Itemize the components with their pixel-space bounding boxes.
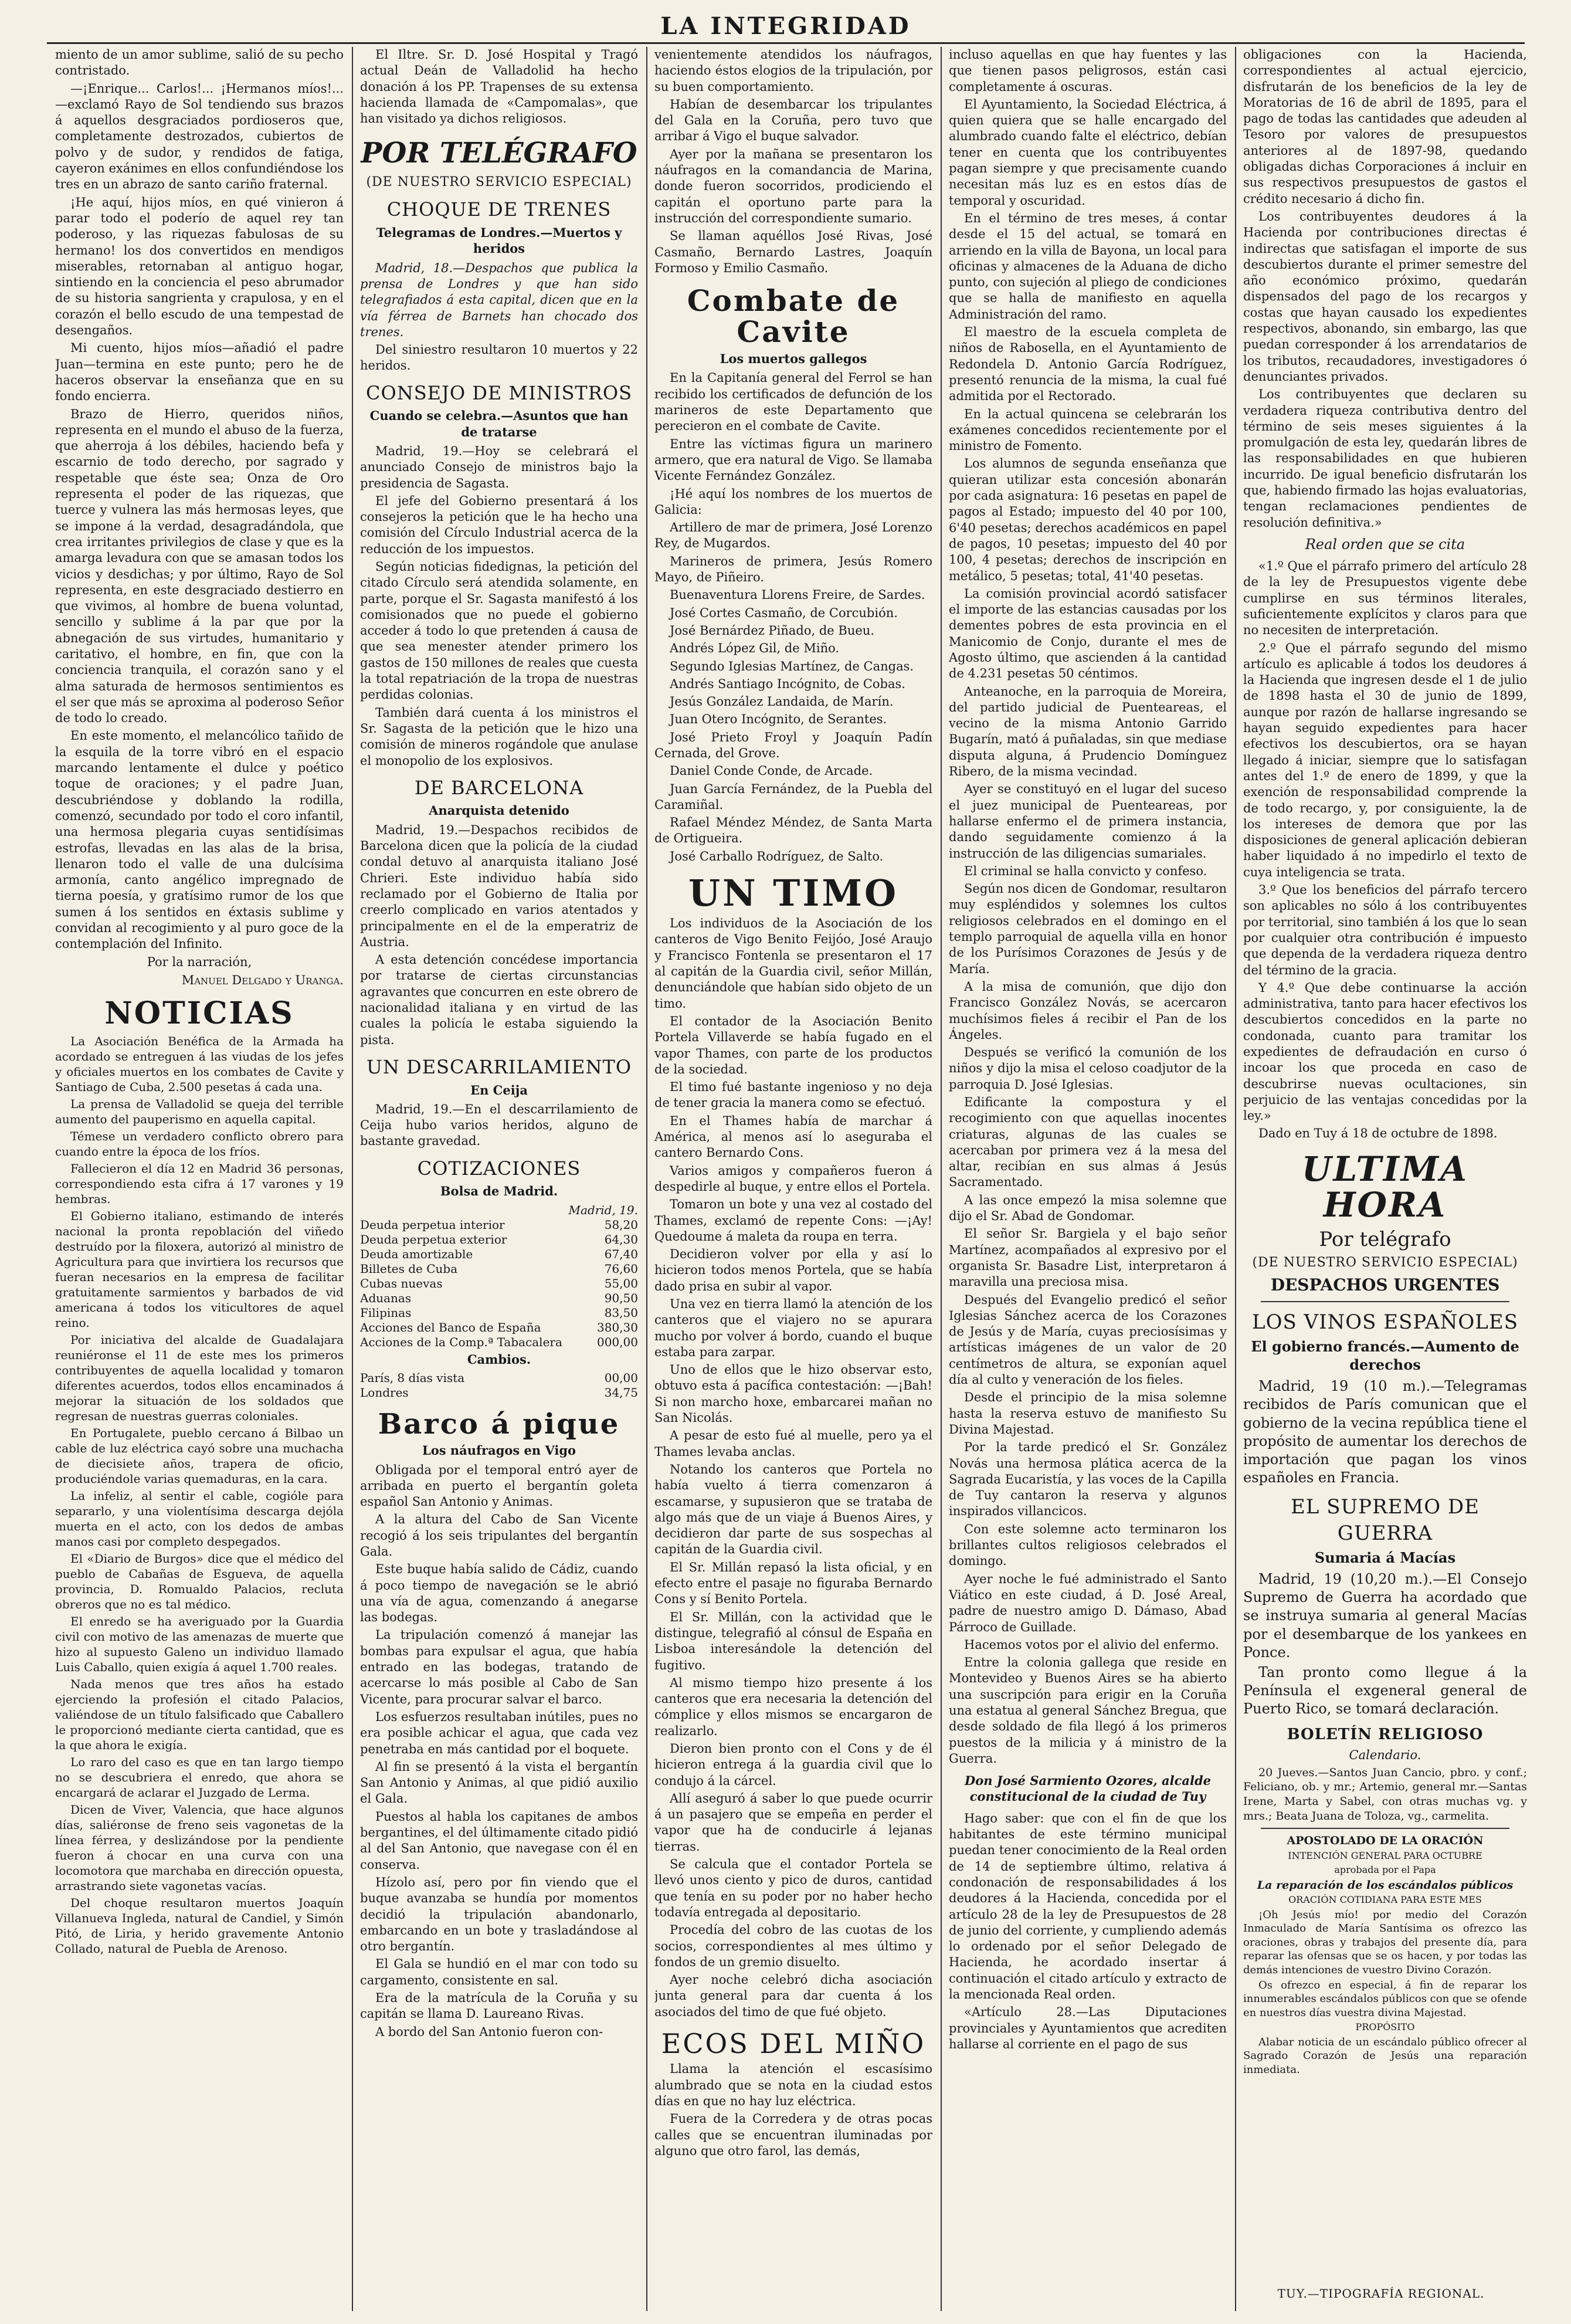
service-subheading: (DE NUESTRO SERVICIO ESPECIAL) <box>366 174 632 189</box>
story-paragraph: Madrid, 19.—En el descarrilamiento de Ceija hubo varios heridos, alguno de bastante gravedad. <box>360 1102 638 1149</box>
story-paragraph: Hacemos votos por el alivio del enfermo. <box>964 1637 1219 1652</box>
casualty-name: José Bernárdez Piñado, de Bueu. <box>670 623 874 638</box>
story-paragraph: El señor Sr. Bargiela y el bajo señor Martínez, acompañados al expresivo por el organista Sr. Basadre List, interpretaron á maravilla una preciosa misa. <box>949 1227 1227 1289</box>
story-paragraph: Los individuos de la Asociación de los canteros de Vigo Benito Feijóo, José Araujo y Francisco Fontenla se presentaron el 17 al capitán de la Guardia civil, señor Millán, denunciándole que habían sido objeto de un timo. <box>654 916 932 1011</box>
story-paragraph: Madrid, 19.—Despachos recibidos de Barcelona dicen que la policía de la ciudad condal detuvo al anarquista italiano José Chrieri. Este individuo había sido reclamado por el Gobierno de Italia por creerlo complicado en varios atentados y principalmente en el de la emperatriz de Austria. <box>360 822 638 949</box>
story-paragraph: También dará cuenta á los ministros el Sr. Sagasta de la petición que le hizo una comisión de mineros rogándole que anulase el monopolio de los explosivos. <box>360 705 638 768</box>
apostolado-line: Alabar noticia de un escándalo público ofrecer al Sagrado Corazón de Jesús una reparación inmediata. <box>1243 2036 1527 2076</box>
quote-row <box>360 1262 638 1276</box>
story-paragraph: Dieron bien pronto con el Cons y de él hicieron entrega á la guardia civil que lo condujo á la cárcel. <box>654 1742 932 1788</box>
story-paragraph: La comisión provincial acordó satisfacer el importe de las estancias causadas por los dementes pobres de esta provincia en el Manicomio de Conjo, durante el mes de Agosto último, que ascienden á la cantidad de 4.231 pesetas 50 céntimos. <box>949 586 1227 681</box>
story-paragraph: El Sr. Millán, con la actividad que le distingue, telegrafió al cónsul de España en Lisboa interesándole la detención del fugitivo. <box>654 1610 932 1672</box>
attribution: Por la narración, <box>147 954 252 969</box>
story-paragraph: El Sr. Millán repasó la lista oficial, y en efecto entre el pasaje no figuraba Bernardo Cons y sí Benito Portela. <box>654 1560 932 1607</box>
story-paragraph: En la Capitanía general del Ferrol se han recibido los certificados de defunción de los marineros de este Departamento que perecieron en el combate de Cavite. <box>654 371 932 433</box>
casualty-name: Buenaventura Llorens Freire, de Sardes. <box>670 588 925 602</box>
story-paragraph: Una vez en tierra llamó la atención de los canteros que el viajero no se apurara mucho por volver á bordo, cuando el buque estaba para zarpar. <box>654 1296 932 1359</box>
story-paragraph: Ayer por la mañana se presentaron los náufragos en la comandancia de Marina, donde fueron socorridos, prodiciendo el capitán el oportuno parte para la instrucción del correspondiente sumario. <box>654 147 932 225</box>
subheading-urgentes: DESPACHOS URGENTES <box>1270 1275 1500 1295</box>
quote-row <box>360 1371 638 1385</box>
headline-consejo: CONSEJO DE MINISTROS <box>366 381 632 404</box>
quote-value: 76,60 <box>604 1261 638 1276</box>
quote-label: Deuda perpetua interior <box>360 1217 505 1232</box>
quotes-date: Madrid, 19. <box>568 1202 638 1217</box>
story-paragraph: Puestos al habla los capitanes de ambos bergantines, el del últimamente citado pidió al del San Antonio, que navegase con él en conserva. <box>360 1809 638 1872</box>
headline-cavite: Combate de Cavite <box>687 283 900 349</box>
divider <box>1261 1828 1509 1829</box>
quote-value: 90,50 <box>604 1290 638 1305</box>
casualty-name: José Carballo Rodríguez, de Salto. <box>670 849 884 863</box>
story-paragraph: Los contribuyentes deudores á la Hacienda por contribuciones directas é indirectas que satisfagan el importe de sus descubiertos durante el primer semestre del año económico próximo, quedarán dispensados del pago de los recargos y costas que hayan causado los expedientes respectivos, abonando, sin embargo, las que puedan corresponder á los arrendatarios de los tributos, recaudadores, investigadores ó denunciantes privados. <box>1243 209 1527 384</box>
story-paragraph: Madrid, 18.—Despachos que publica la prensa de Londres y que han sido telegrafiados á esta capital, dicen que en la vía férrea de Barnets han chocado dos trenes. <box>360 260 638 339</box>
news-item: Lo raro del caso es que en tan largo tiempo no se descubriera el enredo, que ahora se encargará de aclarar el Juzgado de Lerma. <box>55 1754 344 1800</box>
story-paragraph: El Gala se hundió en el mar con todo su cargamento, consistente en sal. <box>360 1957 638 1987</box>
story-paragraph: A la altura del Cabo de San Vicente recogió á los seis tripulantes del bergantín Gala. <box>360 1512 638 1559</box>
story-paragraph: ¡He aquí, hijos míos, en qué vinieron á parar todo el poderío de aquel rey tan poderoso, y las riquezas fabulosas de su hermano! los dos convertidos en mendigos miserables, retornaban al antiguo hogar, sintiendo en la conciencia el peso abrumador de su historia sangrienta y crapulosa, y en el corazón el bello escudo de una tempestad de desengaños. <box>55 195 344 338</box>
quote-value: 58,20 <box>604 1217 638 1232</box>
quote-label: Londres <box>360 1385 409 1400</box>
apostolado-line: PROPÓSITO <box>1355 2021 1415 2033</box>
story-paragraph: Ayer noche celebró dicha asociación junta general para dar cuenta á los asociados del timo de que fué objeto. <box>654 1973 932 2019</box>
story-paragraph: A bordo del San Antonio fueron con- <box>375 2024 603 2039</box>
headline-timo: UN TIMO <box>688 872 899 915</box>
quote-row <box>360 1385 638 1400</box>
casualty-name: Segundo Iglesias Martínez, de Cangas. <box>670 659 914 673</box>
quote-label: Acciones de la Comp.ª Tabacalera <box>360 1334 562 1349</box>
apostolado-subheading: INTENCIÓN GENERAL PARA OCTUBRE <box>1288 1850 1482 1862</box>
kicker: En Ceija <box>470 1082 528 1097</box>
story-paragraph: En el Thames había de marchar á América, al menos así lo aseguraba el cantero Bernardo Cons. <box>654 1113 932 1160</box>
news-item: El Gobierno italiano, estimando de interés nacional la pronta repoblación del viñedo destruído por la filoxera, autorizó al ministro de Agricultura para que invirtiera los recursos que fueran necesarios en la empresa de facilitar gratuitamente sarmientos y barbados de vid americana á todos los viticultores de aquel reino. <box>55 1208 344 1330</box>
story-paragraph: Al fin se presentó á la vista el bergantín San Antonio y Animas, al que pidió auxilio el Gala. <box>360 1759 638 1806</box>
column-rule <box>941 47 942 2311</box>
story-paragraph: Y 4.º Que debe continuarse la acción administrativa, tanto para hacer efectivos los descubiertos concedidos en la parte no condonada, cuanto para tramitar los expedientes de defraudación en curso ó incoar los que proceda en caso de descubrirse nuevas ocultaciones, sin perjuicio de las ventajas concedidas por la ley.» <box>1243 980 1527 1123</box>
column-4 <box>949 47 1227 2311</box>
story-paragraph: Entre la colonia gallega que reside en Montevideo y Buenos Aires se ha abierto una suscripción para erigir en la Coruña una estatua al general Sánchez Bregua, que desde soldado de fila llegó á los primeros puestos de la milicia y á ministro de la Guerra. <box>949 1655 1227 1766</box>
casualty-name: Juan García Fernández, de la Puebla del Caramiñal. <box>654 781 932 812</box>
story-paragraph: El timo fué bastante ingenioso y no deja de tener gracia la manera como se efectuó. <box>654 1080 932 1110</box>
headline-vinos: LOS VINOS ESPAÑOLES <box>1252 1310 1518 1334</box>
story-paragraph: Se calcula que el contador Portela se llevó unos ciento y pico de duros, cantidad que tenía en su poder por no haber hecho todavía entregada al depositario. <box>654 1857 932 1919</box>
story-paragraph: El criminal se halla convicto y confeso. <box>964 863 1207 878</box>
quote-row <box>360 1306 638 1320</box>
apostolado-line: ORACIÓN COTIDIANA PARA ESTE MES <box>1288 1894 1482 1906</box>
section-heading-boletin: BOLETÍN RELIGIOSO <box>1287 1726 1484 1744</box>
quote-label: Deuda perpetua exterior <box>360 1232 507 1246</box>
casualty-name: Rafael Méndez Méndez, de Santa Marta de Ortigueira. <box>654 815 932 846</box>
story-paragraph: La tripulación comenzó á manejar las bombas para expulsar el agua, que había entrado en las bodegas, tratando de acercarse lo más posible al Cabo de San Vicente, para procurar salvar el barco. <box>360 1628 638 1706</box>
news-item: Dicen de Viver, Valencia, que hace algunos días, saliéronse de freno seis vagonetas de la línea férrea, y deslizándose por la pendiente fueron á chocar en una curva con una locomotora que marchaba en dirección opuesta, arrastrando siete vagonetas vacías. <box>55 1802 344 1893</box>
story-paragraph: 3.º Que los beneficios del párrafo tercero son aplicables no sólo á los contribuyentes por territorial, sino también á los que lo sean por cualquier otra contribución é impuesto que dependa de la verdadera riqueza dentro del término de la gracia. <box>1243 883 1527 977</box>
news-item: La infeliz, al sentir el cable, cogióle para separarlo, y una violentísima descarga dejóla muerta en el acto, con los dedos de ambas manos casi por completo despegados. <box>55 1488 344 1549</box>
story-paragraph: «Artículo 28.—Las Diputaciones provinciales y Ayuntamientos que acrediten hallarse al corriente en el pago de sus <box>949 2005 1227 2051</box>
story-paragraph: Los contribuyentes que declaren su verdadera riqueza contributiva dentro del término de seis meses siguientes á la promulgación de esta ley, quedarán libres de las responsabilidades en que hubieren incurrido. De igual beneficio disfrutarán los que, habiendo firmado las hojas evaluatorias, tengan reclamaciones pendientes de resolución definitiva.» <box>1243 387 1527 530</box>
apostolado-line: Os ofrezco en especial, á fin de reparar los innumerables escándalos públicos con que se ofende en nuestros días vuestra divina Majestad. <box>1243 1979 1527 2019</box>
service-subheading: (DE NUESTRO SERVICIO ESPECIAL) <box>1252 1255 1518 1270</box>
kicker: Cambios. <box>467 1351 531 1367</box>
casualty-name: Juan Otero Incógnito, de Serantes. <box>670 712 887 727</box>
news-item: En Portugalete, pueblo cercano á Bilbao un cable de luz eléctrica cayó sobre una muchacha de diecisiete años, trapera de oficio, produciéndole varias quemaduras, en la cara. <box>55 1425 344 1486</box>
story-paragraph: Brazo de Hierro, queridos niños, representa en el mundo el abuso de la fuerza, que aherroja á los débiles, haciendo befa y escarnio de todo derecho, por sagrado y respetable que éste sea; Onza de Oro representa el poder de las riquezas, que tuerce y vulnera las más hermosas leyes, que se impone á la verdad, desagradándola, que crea irritantes privilegios de clase y que es la amarga levadura con que se amasan todos los vicios y desdichas; y por último, Rayo de Sol representa, en este desgraciado destierro en que vivimos, al hombre de buena voluntad, sencillo y sublime á la par que por la abnegación de sus virtudes, humanitario y caritativo, el hombre, en fin, que con la conciencia tranquila, el corazón sano y el alma saturada de hermosos sentimientos es el ser que más se aproxima al poderoso Señor de todo lo creado. <box>55 406 344 726</box>
quotes-table <box>360 1203 638 1400</box>
casualty-name: Marineros de primera, Jesús Romero Mayo, de Piñeiro. <box>654 554 932 585</box>
casualty-name: Andrés Santiago Incógnito, de Cobas. <box>670 676 905 691</box>
headline-barcelona: DE BARCELONA <box>414 776 584 799</box>
story-paragraph: 2.º Que el párrafo segundo del mismo artículo es aplicable á todos los deudores á la Hacienda que ingresen desde el 1 de julio de 1898 hasta el 30 de junio de 1899, aunque por razón de hallarse ingresando se hayan seguido expedientes para hacer efectivos los descubiertos, ora se hayan llegado á iniciar, siempre que lo satisfagan antes del 1.º de enero de 1899, y que la exención de responsabilidad comprende la de todo recargo, y, por consiguiente, la de los intereses de demora que por las disposiciones de general aplicación debieran haber liquidado á no impedirlo el texto de cuya inteligencia se trata. <box>1243 641 1527 879</box>
story-paragraph: Era de la matrícula de la Coruña y su capitán se llama D. Laureano Rivas. <box>360 1991 638 2021</box>
divider <box>1261 1301 1509 1302</box>
quote-label: Acciones del Banco de España <box>360 1320 541 1334</box>
quote-row <box>360 1320 638 1335</box>
casualty-name: José Cortes Casmaño, de Corcubión. <box>670 605 898 620</box>
kicker: Sumaria á Macías <box>1314 1549 1456 1566</box>
section-heading-noticias: NOTICIAS <box>104 995 294 1032</box>
quote-label: Filipinas <box>360 1305 412 1320</box>
story-paragraph: Después del Evangelio predicó el señor Iglesias Sánchez acerca de los Corazones de Jesús y de María, cuyas preciosísimas y artísticas imágenes de un valor de 20 centímetros de altura, se exponían aquel día al culto y veneración de los fieles. <box>949 1292 1227 1387</box>
kicker: Los muertos gallegos <box>720 351 867 367</box>
story-paragraph: En este momento, el melancólico tañido de la esquila de la torre vibró en el espacio marcando lentamente el dulce y poético toque de oraciones; y el padre Juan, descubriéndose y doblando la rodilla, comenzó, secundado por todo el coro infantil, una hermosa plegaria cuyas sentidísimas estrofas, llevadas en las alas de la brisa, llenaron todo el valle de una dulcísima armonía, canto angélico impregnado de tierna poesía, y gratísimo rumor de los que sumen á los sentidos en éxtasis sublime y convidan al recogimiento y al puro goce de la contemplación del Infinito. <box>55 729 344 951</box>
story-paragraph: Habían de desembarcar los tripulantes del Gala en la Coruña, pero tuvo que arribar á Vigo el buque salvador. <box>654 97 932 144</box>
story-paragraph: Desde el principio de la misa solemne hasta la reserva estuvo de manifiesto Su Divina Majestad. <box>949 1390 1227 1437</box>
story-paragraph: Dado en Tuy á 18 de octubre de 1898. <box>1258 1126 1498 1141</box>
apostolado-subheading: aprobada por el Papa <box>1334 1864 1436 1875</box>
news-item: Nada menos que tres años ha estado ejerciendo la profesión el citado Palacios, valiéndose de un título falsificado que Caballero le proporcionó mediante cierta cantidad, que es la que ahora le exigía. <box>55 1676 344 1752</box>
story-paragraph: En la actual quincena se celebrarán los exámenes concedidos recientemente por el ministro de Fomento. <box>949 406 1227 453</box>
story-paragraph: El maestro de la escuela completa de niños de Rabosella, en el Ayuntamiento de Redondela D. Antonio García Rodríguez, presentó renuncia de la misma, la cual fué admitida por el Rectorado. <box>949 325 1227 404</box>
story-paragraph: Los esfuerzos resultaban inútiles, pues no era posible achicar el agua, que cada vez penetraba en más cantidad por el boquete. <box>360 1709 638 1756</box>
story-paragraph: Los alumnos de segunda enseñanza que quieran utilizar esta concesión abonarán por cada asignatura: 16 pesetas en papel de pagos al Estado; impuesto del 40 por 100, 6'40 pesetas; derechos académicos en papel de pagos, 10 pesetas; impuesto del 40 por 100, 4 pesetas; derechos de inscripción en metálico, 5 pesetas; total, 41'40 pesetas. <box>949 456 1227 583</box>
story-paragraph: Al mismo tiempo hizo presente á los canteros que era necesaria la detención del cómplice y ellos mismos se encargaron de realizarlo. <box>654 1675 932 1738</box>
calendar-heading: Calendario. <box>1349 1748 1421 1763</box>
story-paragraph: ¡Hé aquí los nombres de los muertos de Galicia: <box>654 486 932 517</box>
story-paragraph: Mi cuento, hijos míos—añadió el padre Juan—termina en este punto; pero he de haceros observar la enseñanza que en su fondo encierra. <box>55 341 344 404</box>
story-paragraph: Ayer noche le fué administrado el Santo Viático en este ciudad, á D. José Areal, padre de nuestro amigo D. Dámaso, Abad Párroco de Guillade. <box>949 1571 1227 1634</box>
apostolado-heading: APOSTOLADO DE LA ORACIÓN <box>1287 1834 1484 1848</box>
story-paragraph: obligaciones con la Hacienda, correspondientes al actual ejercicio, disfrutarán de los beneficios de la ley de Moratorias de 16 de abril de 1895, para el pago de todas las cantidades que adeuden al Tesoro por valores de presupuestos anteriores al de 1897-98, quedando obligadas dichas Corporaciones á incluir en sus respectivos presupuestos de gastos el crédito necesario á dicho fin. <box>1243 48 1527 206</box>
story-paragraph: Uno de ellos que le hizo observar esto, obtuvo esta á pacífica contestación: —¡Bah! Si non marcho hoxe, embarcarei mañan no San Nicolás. <box>654 1363 932 1425</box>
story-paragraph: Después se verificó la comunión de los niños y dijo la misa el celoso coadjutor de la parroquia D. José Iglesias. <box>949 1045 1227 1092</box>
headline-descarrilamiento: UN DESCARRILAMIENTO <box>366 1055 632 1078</box>
story-paragraph: El Iltre. Sr. D. José Hospital y Tragó actual Deán de Valladolid ha hecho donación á los PP. Trapenses de su extensa hacienda llamada de «Campomalas», que han visitado ya dichos religiosos. <box>360 48 638 126</box>
kicker: Los náufragos en Vigo <box>422 1443 576 1458</box>
story-paragraph: incluso aquellas en que hay fuentes y las que tienen pasos peligrosos, están casi completamente á oscuras. <box>949 48 1227 94</box>
quote-value: 00,00 <box>604 1370 638 1385</box>
quote-row <box>360 1218 638 1232</box>
story-paragraph: Del siniestro resultaron 10 muertos y 22 heridos. <box>360 343 638 373</box>
story-paragraph: Por la tarde predicó el Sr. González Novás una hermosa plática acerca de la Sagrada Eucaristía, y las voces de la Capilla de Tuy cantaron la reserva y algunos inspirados villancicos. <box>949 1440 1227 1519</box>
kicker: Cuando se celebra.—Asuntos que han de tratarse <box>369 408 629 439</box>
quote-row <box>360 1291 638 1306</box>
story-paragraph: Hízolo así, pero por fin viendo que el buque avanzaba se hundía por momentos decidió la tripulación abandonarlo, embarcando en un bote y trasladándose al otro bergantín. <box>360 1875 638 1954</box>
kicker: El gobierno francés.—Aumento de derechos <box>1251 1337 1519 1374</box>
story-paragraph: A esta detención concédese importancia por tratarse de ciertas circunstancias agravantes que concurren en este obrero de nacionalidad italiana y en virtud de las cuales la policía le estaba siguiendo la pista. <box>360 953 638 1047</box>
story-paragraph: Hago saber: que con el fin de que los habitantes de este término municipal puedan tener conocimiento de la Real orden de 14 de septiembre último, relativa á condonación de responsabilidades á los deudores á la Hacienda, concedida por el artículo 28 de la ley de Presupuestos de 28 de junio del corriente, y cumpliendo además lo ordenado por el señor Delegado de Hacienda, he acordado insertar á continuación el citado artículo y extracto de la mencionada Real orden. <box>949 1811 1227 2002</box>
story-paragraph: El Ayuntamiento, la Sociedad Eléctrica, á quien quiera que se halle encargado del alumbrado cuando falte el eléctrico, debían tener en cuenta que los contribuyentes pagan siempre y que precisamente cuando necesitan más luz es en estos días de temporal y oscuridad. <box>949 97 1227 208</box>
quote-label: Billetes de Cuba <box>360 1261 458 1276</box>
story-paragraph: Este buque había salido de Cádiz, cuando á poco tiempo de navegación se le abrió una vía de agua, comenzando á anegarse las bodegas. <box>360 1562 638 1625</box>
news-item: La prensa de Valladolid se queja del terrible aumento del pauperismo en aquella capital. <box>55 1096 344 1126</box>
story-paragraph: Procedía del cobro de las cuotas de los socios, correspondientes al mes último y fondos de un gremio disuelto. <box>654 1923 932 1969</box>
story-paragraph: Con este solemne acto terminaron los brillantes cultos religiosos celebrados el domingo. <box>949 1522 1227 1568</box>
story-paragraph: Ayer se constituyó en el lugar del suceso el juez municipal de Puenteareas, por hallarse enfermo el de primera instancia, dando seguidamente comienzo á la instrucción de las diligencias sumariales. <box>949 782 1227 861</box>
headline-cotizaciones: COTIZACIONES <box>417 1157 581 1180</box>
quote-label: Cubas nuevas <box>360 1276 443 1290</box>
headline-guerra: EL SUPREMO DE GUERRA <box>1290 1495 1480 1545</box>
story-paragraph: A la misa de comunión, que dijo don Francisco González Novás, se acercaron muchísimos fieles á recibir el Pan de los Ángeles. <box>949 979 1227 1042</box>
story-paragraph: Entre las víctimas figura un marinero armero, que era natural de Vigo. Se llamaba Vicente Fernández González. <box>654 436 932 483</box>
quote-value: 55,00 <box>604 1276 638 1290</box>
subheading-telegrafo: Por telégrafo <box>1319 1227 1451 1251</box>
author-signature: Manuel Delgado y Uranga. <box>181 973 344 987</box>
headline-barco: Barco á pique <box>378 1407 620 1441</box>
casualty-name: José Prieto Froyl y Joaquín Padín Cernada, del Grove. <box>654 730 932 760</box>
newspaper-title: LA INTEGRIDAD <box>660 12 911 40</box>
quote-value: 380,30 <box>597 1320 638 1334</box>
column-rule <box>1235 47 1236 2311</box>
story-paragraph: Según nos dicen de Gondomar, resultaron muy espléndidos y solemnes los cultos religiosos celebrados en el domingo en el templo parroquial de aquella villa en honor de los Purísimos Corazones de Jesús y de María. <box>949 882 1227 976</box>
printer-footer: TUY.—TIPOGRAFÍA REGIONAL. <box>1277 2286 1485 2301</box>
story-paragraph: Varios amigos y compañeros fueron á despedirle al buque, y entre ellos el Portela. <box>654 1163 932 1194</box>
quote-row <box>360 1335 638 1350</box>
news-item: Por iniciativa del alcalde de Guadalajara reuniéronse el 11 de este mes los primeros contribuyentes de aquella localidad y tomaron diferentes acuerdos, todos ellos encaminados á mejorar la situación de los soldados que regresan de nuestras guerras coloniales. <box>55 1332 344 1423</box>
story-paragraph: Tomaron un bote y una vez al costado del Thames, exclamó de repente Cons: —¡Ay! Quedoume á maleta da roupa en terra. <box>654 1197 932 1244</box>
story-paragraph: En el término de tres meses, á contar desde el 15 del actual, se tomará en arriendo en la villa de Bayona, un local para oficinas y almacenes de la Aduana de dicho punto, con sujeción al pliego de condiciones que se halla de manifiesto en aquella Administración del ramo. <box>949 211 1227 321</box>
story-paragraph: Se llaman aquéllos José Rivas, José Casmaño, Bernardo Lastres, Joaquín Formoso y Emilio Casmaño. <box>654 229 932 275</box>
casualty-name: Daniel Conde Conde, de Arcade. <box>670 764 873 778</box>
story-paragraph: «1.º Que el párrafo primero del artículo 28 de la ley de Presupuestos vigente debe cumplirse en sus términos literales, suficientemente explícitos y claros para que no necesiten de interpretación. <box>1243 559 1527 638</box>
section-heading-telegrafo: POR TELÉGRAFO <box>361 137 637 170</box>
story-paragraph: Decidieron volver por ella y así lo hicieron todos menos Portela, que se había dado prisa en subir al vapor. <box>654 1247 932 1293</box>
quote-label: Aduanas <box>360 1290 412 1305</box>
news-item: Del choque resultaron muertos Joaquín Villanueva Ingleda, natural de Candiel, y Simón Pitó, de Liria, y herido gravemente Antonio Collado, natural de Puebla de Arenoso. <box>55 1895 344 1956</box>
story-paragraph: Obligada por el temporal entró ayer de arribada en puerto el bergantín goleta español San Antonio y Animas. <box>360 1462 638 1509</box>
story-paragraph: Madrid, 19 (10 m.).—Telegramas recibidos de París comunican que el gobierno de la vecina república tiene el propósito de aumentar los derechos de importación que pagan los vinos españoles en Francia. <box>1243 1378 1527 1486</box>
column-3 <box>654 47 932 2311</box>
news-item: Fallecieron el día 12 en Madrid 36 personas, correspondiendo esta cifra á 17 varones y 19 hembras. <box>55 1161 344 1206</box>
column-2 <box>360 47 638 2311</box>
headline-trenes: CHOQUE DE TRENES <box>386 198 612 221</box>
quote-label: Deuda amortizable <box>360 1246 473 1261</box>
masthead <box>47 11 1525 44</box>
casualty-name: Jesús González Landaida, de Marín. <box>670 695 894 709</box>
quote-value: 64,30 <box>604 1232 638 1246</box>
news-item: El enredo se ha averiguado por la Guardia civil con motivo de las amenazas de muerte que hizo al supuesto Galeno un individuo llamado Luis Caballo, quien exigía á aquel 1.700 reales. <box>55 1614 344 1674</box>
news-item: Témese un verdadero conflicto obrero para cuando entre la época de los fríos. <box>55 1129 344 1158</box>
kicker: Telegramas de Londres.—Muertos y heridos <box>376 225 622 256</box>
story-paragraph: Llama la atención el escasísimo alumbrado que se nota en la ciudad estos días en que no hay luz eléctrica. <box>654 2062 932 2108</box>
story-paragraph: miento de un amor sublime, salió de su pecho contristado. <box>55 48 344 78</box>
quote-label: París, 8 días vista <box>360 1370 465 1385</box>
section-heading-real-orden: Real orden que se cita <box>1305 536 1465 553</box>
story-paragraph: Anteanoche, en la parroquia de Moreira, del partido judicial de Puenteareas, el vecino de la misma Antonio Garrido Bugarín, mató á puñaladas, sin que mediase disputa alguna, á Prudencio Domínguez Ribero, de la misma vecindad. <box>949 684 1227 779</box>
news-item: El «Diario de Burgos» dice que el médico del pueblo de Cabañas de Esgueva, de aquella provincia, D. Romualdo Palacios, recluta obreros que no es tal médico. <box>55 1551 344 1611</box>
story-paragraph: Edificante la compostura y el recogimiento con que aquellas inocentes criaturas, algunas de las cuales se acercaban por primera vez á la mesa del altar, recibían en sus almas á Jesús Sacramentado. <box>949 1095 1227 1190</box>
column-1 <box>55 47 344 2311</box>
quote-value: 000,00 <box>597 1334 638 1349</box>
section-heading-ultima-hora: ULTIMA HORA <box>1301 1149 1469 1225</box>
story-paragraph: A pesar de esto fué al muelle, pero ya el Thames levaba anclas. <box>654 1428 932 1459</box>
headline-ecos: ECOS DEL MIÑO <box>661 2028 926 2060</box>
proclamation-heading: Don José Sarmiento Ozores, alcalde constitucional de la ciudad de Tuy <box>964 1773 1211 1804</box>
quote-value: 67,40 <box>604 1246 638 1261</box>
story-paragraph: venientemente atendidos los náufragos, haciendo éstos elogios de la tripulación, por su buen comportamiento. <box>654 48 932 94</box>
kicker: Anarquista detenido <box>429 803 569 818</box>
story-paragraph: El jefe del Gobierno presentará á los consejeros la petición que le ha hecho una comisión del Círculo Industrial acerca de la reducción de los impuestos. <box>360 493 638 556</box>
story-paragraph: Madrid, 19.—Hoy se celebrará el anunciado Consejo de ministros bajo la presidencia de Sagasta. <box>360 443 638 490</box>
story-paragraph: Tan pronto como llegue á la Península el exgeneral general de Puerto Rico, se tomará declaración. <box>1243 1664 1527 1717</box>
quote-value: 34,75 <box>604 1385 638 1400</box>
story-paragraph: Madrid, 19 (10,20 m.).—El Consejo Supremo de Guerra ha acordado que se instruya sumaria al general Macías por el desembarque de los yankees en Ponce. <box>1243 1570 1527 1661</box>
casualty-name: Andrés López Gil, de Miño. <box>670 641 840 656</box>
apostolado-title: La reparación de los escándalos públicos <box>1257 1878 1514 1892</box>
saints-list: 20 Jueves.—Santos Juan Cancio, pbro. y conf.; Feliciano, ob. y mr.; Artemio, general mr.—Santas Irene, Marta y Sabel, con otras muchas vg. y mrs.; Beata Juana de Toloza, vg., carmelita. <box>1243 1766 1527 1822</box>
column-5 <box>1243 47 1527 2276</box>
quote-row <box>360 1247 638 1262</box>
casualty-name: Artillero de mar de primera, José Lorenzo Rey, de Mugardos. <box>654 520 932 551</box>
quote-row <box>360 1232 638 1247</box>
story-paragraph: Notando los canteros que Portela no había vuelto á tierra comenzaron á escamarse, y supusieron que se trataba de algo más que de un viaje á Buenos Aires, y decidieron dar parte de sus sospechas al capitán de la Guardia civil. <box>654 1462 932 1557</box>
story-paragraph: —¡Enrique... Carlos!... ¡Hermanos míos!...—exclamó Rayo de Sol tendiendo sus brazos á aquellos desgraciados pordioseros que, completamente destrozados, cubiertos de polvo y de sudor, y rendidos de fatiga, cayeron exánimes en ellos confundiéndose los tres en un abrazo de santo cariño fraternal. <box>55 81 344 192</box>
news-item: La Asociación Benéfica de la Armada ha acordado se entreguen á las viudas de los jefes y oficiales muertos en los combates de Cavite y Santiago de Cuba, 2.500 pesetas á cada una. <box>55 1034 344 1094</box>
story-paragraph: A las once empezó la misa solemne que dijo el Sr. Abad de Gondomar. <box>949 1193 1227 1224</box>
column-rule <box>646 47 647 2311</box>
kicker: Bolsa de Madrid. <box>440 1184 558 1199</box>
story-paragraph: Allí aseguró á saber lo que puede ocurrir á un pasajero que se empeña en perder el vapor que ha de conducirle á lejanas tierras. <box>654 1791 932 1854</box>
column-rule <box>352 47 353 2311</box>
quote-value: 83,50 <box>604 1305 638 1320</box>
story-paragraph: El contador de la Asociación Benito Portela Villaverde se había fugado en el vapor Thames, con parte de los productos de la sociedad. <box>654 1014 932 1076</box>
quote-row <box>360 1276 638 1291</box>
story-paragraph: Según noticias fidedignas, la petición del citado Círculo será atendida solamente, en parte, porque el Sr. Sagasta manifestó á los comisionados que no puede el gobierno acceder á todo lo que pretenden á causa de que sea menester atender primero los gastos de 150 millones de reales que cuesta la total repatriación de la tropa de nuestras perdidas colonias. <box>360 560 638 702</box>
apostolado-line: ¡Oh Jesús mío! por medio del Corazón Inmaculado de María Santísima os ofrezco las oraciones, obras y trabajos del presente día, para reparar las ofensas que se os hacen, y por todas las demás intenciones de vuestro Divino Corazón. <box>1243 1909 1527 1976</box>
story-paragraph: Fuera de la Corredera y de otras pocas calles que se encuentran iluminadas por alguno que otro farol, las demás, <box>654 2112 932 2158</box>
